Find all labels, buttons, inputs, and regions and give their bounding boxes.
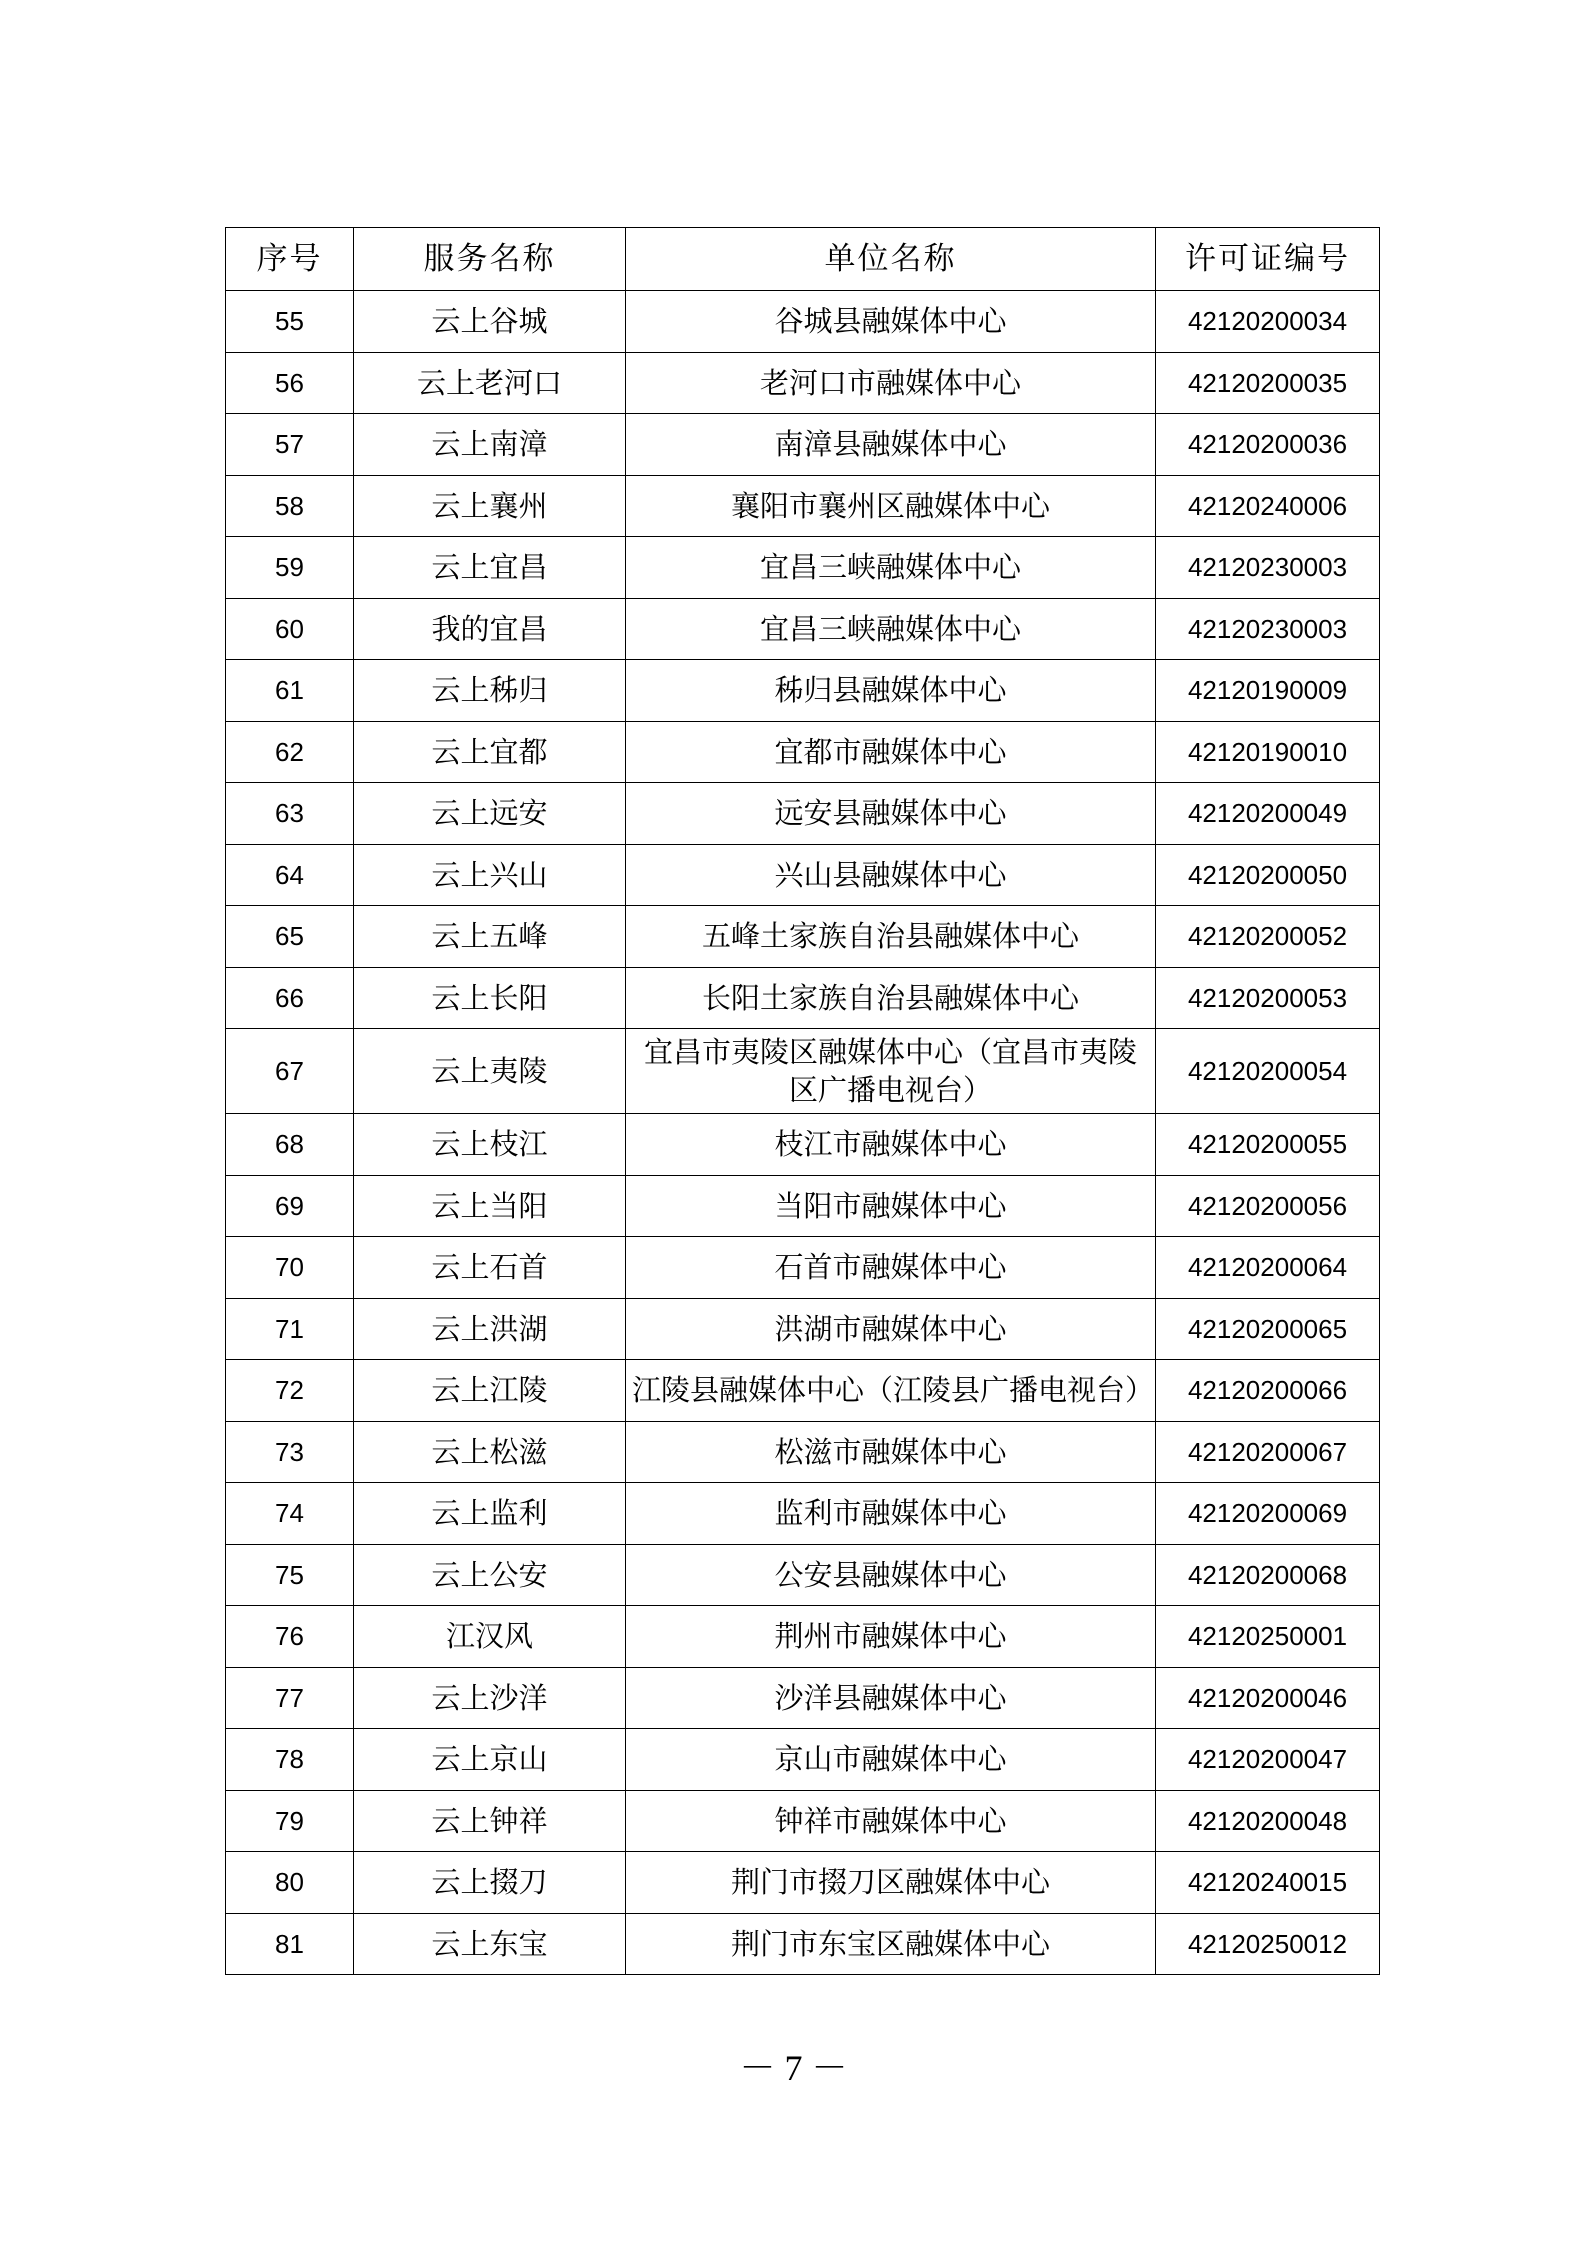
header-unit-name: 单位名称 — [626, 228, 1156, 291]
table-row — [226, 1175, 1380, 1237]
unit-name-cell: 秭归县融媒体中心 — [626, 660, 1156, 722]
unit-name-cell: 长阳土家族自治县融媒体中心 — [626, 967, 1156, 1029]
row-number-cell: 57 — [226, 414, 354, 476]
service-name-cell: 云上洪湖 — [354, 1298, 626, 1360]
row-number-cell: 74 — [226, 1483, 354, 1545]
service-name-cell: 云上襄州 — [354, 475, 626, 537]
table-row — [226, 1667, 1380, 1729]
row-number-cell: 68 — [226, 1114, 354, 1176]
table-row — [226, 1852, 1380, 1914]
service-name-cell: 云上宜都 — [354, 721, 626, 783]
row-number-cell: 70 — [226, 1237, 354, 1299]
table-row — [226, 1421, 1380, 1483]
row-number-cell: 63 — [226, 783, 354, 845]
license-number-cell: 42120200056 — [1156, 1175, 1380, 1237]
license-number-cell: 42120200036 — [1156, 414, 1380, 476]
table-header-row — [226, 228, 1380, 291]
service-name-cell: 云上沙洋 — [354, 1667, 626, 1729]
row-number-cell: 71 — [226, 1298, 354, 1360]
service-name-cell: 我的宜昌 — [354, 598, 626, 660]
row-number-cell: 76 — [226, 1606, 354, 1668]
table-row — [226, 967, 1380, 1029]
license-number-cell: 42120200064 — [1156, 1237, 1380, 1299]
table-row — [226, 1114, 1380, 1176]
license-number-cell: 42120200046 — [1156, 1667, 1380, 1729]
unit-name-cell: 远安县融媒体中心 — [626, 783, 1156, 845]
service-name-cell: 云上兴山 — [354, 844, 626, 906]
table-row — [226, 352, 1380, 414]
unit-name-cell: 监利市融媒体中心 — [626, 1483, 1156, 1545]
unit-name-cell: 谷城县融媒体中心 — [626, 291, 1156, 353]
table-row — [226, 598, 1380, 660]
table-row — [226, 1237, 1380, 1299]
row-number-cell: 60 — [226, 598, 354, 660]
service-name-cell: 云上公安 — [354, 1544, 626, 1606]
service-name-cell: 云上监利 — [354, 1483, 626, 1545]
table-row — [226, 537, 1380, 599]
page-number: － 7 － — [739, 2048, 848, 2088]
unit-name-cell: 洪湖市融媒体中心 — [626, 1298, 1156, 1360]
table-row — [226, 1544, 1380, 1606]
table-row — [226, 414, 1380, 476]
license-number-cell: 42120250001 — [1156, 1606, 1380, 1668]
license-number-cell: 42120230003 — [1156, 537, 1380, 599]
license-number-cell: 42120190009 — [1156, 660, 1380, 722]
service-name-cell: 云上宜昌 — [354, 537, 626, 599]
license-number-cell: 42120200068 — [1156, 1544, 1380, 1606]
service-name-cell: 云上枝江 — [354, 1114, 626, 1176]
license-number-cell: 42120200050 — [1156, 844, 1380, 906]
unit-name-cell: 钟祥市融媒体中心 — [626, 1790, 1156, 1852]
license-number-cell: 42120190010 — [1156, 721, 1380, 783]
service-name-cell: 云上老河口 — [354, 352, 626, 414]
service-name-cell: 云上远安 — [354, 783, 626, 845]
row-number-cell: 61 — [226, 660, 354, 722]
license-number-cell: 42120200069 — [1156, 1483, 1380, 1545]
license-number-cell: 42120240015 — [1156, 1852, 1380, 1914]
row-number-cell: 55 — [226, 291, 354, 353]
table-row — [226, 1729, 1380, 1791]
row-number-cell: 80 — [226, 1852, 354, 1914]
unit-name-cell: 兴山县融媒体中心 — [626, 844, 1156, 906]
license-number-cell: 42120200049 — [1156, 783, 1380, 845]
service-name-cell: 云上长阳 — [354, 967, 626, 1029]
license-number-cell: 42120250012 — [1156, 1913, 1380, 1975]
table-row — [226, 660, 1380, 722]
unit-name-cell: 荆门市东宝区融媒体中心 — [626, 1913, 1156, 1975]
license-number-cell: 42120200052 — [1156, 906, 1380, 968]
table-row — [226, 1298, 1380, 1360]
table-body — [226, 291, 1380, 1975]
license-number-cell: 42120200065 — [1156, 1298, 1380, 1360]
row-number-cell: 78 — [226, 1729, 354, 1791]
row-number-cell: 56 — [226, 352, 354, 414]
service-name-cell: 云上夷陵 — [354, 1029, 626, 1114]
row-number-cell: 75 — [226, 1544, 354, 1606]
row-number-cell: 77 — [226, 1667, 354, 1729]
unit-name-cell: 襄阳市襄州区融媒体中心 — [626, 475, 1156, 537]
table-row — [226, 1029, 1380, 1114]
unit-name-cell: 五峰土家族自治县融媒体中心 — [626, 906, 1156, 968]
row-number-cell: 62 — [226, 721, 354, 783]
service-name-cell: 云上松滋 — [354, 1421, 626, 1483]
unit-name-cell: 宜昌市夷陵区融媒体中心（宜昌市夷陵区广播电视台） — [626, 1029, 1156, 1114]
license-number-cell: 42120240006 — [1156, 475, 1380, 537]
header-no: 序号 — [226, 228, 354, 291]
unit-name-cell: 江陵县融媒体中心（江陵县广播电视台） — [626, 1360, 1156, 1422]
table-row — [226, 844, 1380, 906]
license-number-cell: 42120200048 — [1156, 1790, 1380, 1852]
service-name-cell: 云上谷城 — [354, 291, 626, 353]
header-service-name: 服务名称 — [354, 228, 626, 291]
table-row — [226, 1790, 1380, 1852]
table-row — [226, 1913, 1380, 1975]
unit-name-cell: 当阳市融媒体中心 — [626, 1175, 1156, 1237]
license-number-cell: 42120230003 — [1156, 598, 1380, 660]
unit-name-cell: 荆门市掇刀区融媒体中心 — [626, 1852, 1156, 1914]
service-name-cell: 云上江陵 — [354, 1360, 626, 1422]
license-number-cell: 42120200067 — [1156, 1421, 1380, 1483]
license-number-cell: 42120200066 — [1156, 1360, 1380, 1422]
row-number-cell: 65 — [226, 906, 354, 968]
table-row — [226, 1483, 1380, 1545]
license-number-cell: 42120200047 — [1156, 1729, 1380, 1791]
license-table — [225, 227, 1380, 1975]
service-name-cell: 云上秭归 — [354, 660, 626, 722]
row-number-cell: 58 — [226, 475, 354, 537]
table-row — [226, 1360, 1380, 1422]
table-row — [226, 721, 1380, 783]
unit-name-cell: 松滋市融媒体中心 — [626, 1421, 1156, 1483]
unit-name-cell: 宜昌三峡融媒体中心 — [626, 537, 1156, 599]
license-number-cell: 42120200055 — [1156, 1114, 1380, 1176]
row-number-cell: 59 — [226, 537, 354, 599]
service-name-cell: 云上钟祥 — [354, 1790, 626, 1852]
table-row — [226, 1606, 1380, 1668]
unit-name-cell: 宜都市融媒体中心 — [626, 721, 1156, 783]
table-row — [226, 783, 1380, 845]
license-number-cell: 42120200034 — [1156, 291, 1380, 353]
service-name-cell: 江汉风 — [354, 1606, 626, 1668]
unit-name-cell: 石首市融媒体中心 — [626, 1237, 1156, 1299]
row-number-cell: 69 — [226, 1175, 354, 1237]
service-name-cell: 云上南漳 — [354, 414, 626, 476]
unit-name-cell: 荆州市融媒体中心 — [626, 1606, 1156, 1668]
service-name-cell: 云上京山 — [354, 1729, 626, 1791]
unit-name-cell: 南漳县融媒体中心 — [626, 414, 1156, 476]
license-table-container — [225, 227, 1379, 1975]
license-number-cell: 42120200053 — [1156, 967, 1380, 1029]
unit-name-cell: 沙洋县融媒体中心 — [626, 1667, 1156, 1729]
service-name-cell: 云上掇刀 — [354, 1852, 626, 1914]
unit-name-cell: 京山市融媒体中心 — [626, 1729, 1156, 1791]
row-number-cell: 67 — [226, 1029, 354, 1114]
row-number-cell: 64 — [226, 844, 354, 906]
row-number-cell: 66 — [226, 967, 354, 1029]
unit-name-cell: 公安县融媒体中心 — [626, 1544, 1156, 1606]
unit-name-cell: 宜昌三峡融媒体中心 — [626, 598, 1156, 660]
service-name-cell: 云上当阳 — [354, 1175, 626, 1237]
service-name-cell: 云上石首 — [354, 1237, 626, 1299]
service-name-cell: 云上五峰 — [354, 906, 626, 968]
table-row — [226, 475, 1380, 537]
unit-name-cell: 老河口市融媒体中心 — [626, 352, 1156, 414]
table-row — [226, 906, 1380, 968]
service-name-cell: 云上东宝 — [354, 1913, 626, 1975]
row-number-cell: 72 — [226, 1360, 354, 1422]
license-number-cell: 42120200054 — [1156, 1029, 1380, 1114]
row-number-cell: 81 — [226, 1913, 354, 1975]
license-number-cell: 42120200035 — [1156, 352, 1380, 414]
unit-name-cell: 枝江市融媒体中心 — [626, 1114, 1156, 1176]
header-license-no: 许可证编号 — [1156, 228, 1380, 291]
row-number-cell: 79 — [226, 1790, 354, 1852]
row-number-cell: 73 — [226, 1421, 354, 1483]
table-row — [226, 291, 1380, 353]
